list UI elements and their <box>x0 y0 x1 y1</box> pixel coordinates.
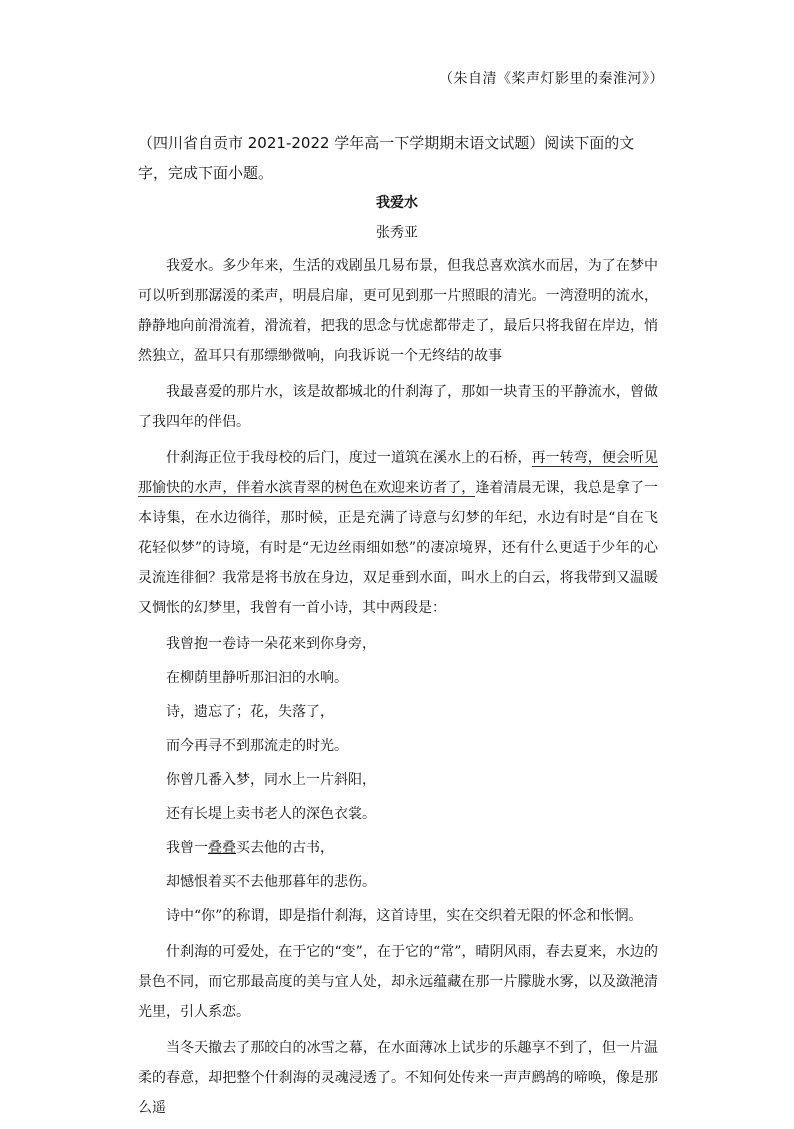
paragraph-5: 什刹海的可爱处，在于它的“变”，在于它的“常”，晴阴风雨，春去夏来，水边的景色不同，而它那最高度的美与宜人处，却永远蕴藏在那一片朦胧水雾，以及潋滟清光里，引人系恋。 <box>138 944 658 1020</box>
paragraph-2: 我最喜爱的那片水，该是故都城北的什刹海了，那如一块青玉的平静流水，曾做了我四年的伴侣。 <box>138 384 658 430</box>
poem-line-7-start: 我曾一 <box>166 840 208 856</box>
article-author: 张秀亚 <box>376 225 418 241</box>
paragraph-3-start: 什刹海正位于我母校的后门，度过一道筑在溪水上的石桥， <box>166 450 532 466</box>
paragraph-6: 当冬天撤去了那皎白的冰雪之幕，在水面薄冰上试步的乐趣享不到了，但一片温柔的春意，却把整个什刹海的灵魂浸透了。不知何处传来一声声鹧鸪的啼唤，像是那么遥 <box>138 1040 658 1116</box>
poem-line-3: 诗，遗忘了；花，失落了， <box>166 704 334 720</box>
poem-line-6: 还有长堤上卖书老人的深色衣裳。 <box>166 806 376 822</box>
poem-line-5: 你曾几番入梦，同水上一片斜阳， <box>166 772 376 788</box>
underlined-sentence: 再一转弯，便会听见那愉快的水声，伴着水滨青翠的树色在欢迎来访者了， <box>138 450 659 496</box>
poem-line-7 <box>138 833 658 863</box>
poem-line-8: 却憾恨着买不去他那暮年的悲伤。 <box>166 874 376 890</box>
underlined-word: 叠叠 <box>208 840 236 856</box>
paragraph-4: 诗中“你”的称谓，即是指什刹海，这首诗里，实在交织着无限的怀念和怅惘。 <box>166 908 643 924</box>
poem-line-4: 而今再寻不到那流走的时光。 <box>166 738 348 754</box>
poem-line-7-end: 买去他的古书， <box>236 840 334 856</box>
article-body <box>138 251 658 1129</box>
paragraph-3-rest: 逢着清晨无课，我总是拿了一本诗集，在水边徜徉，那时候，正是充满了诗意与幻梦的年纪，水边有时是“自在飞花轻似梦”的诗境，有时是“无边丝雨细如愁”的凄凉境界，还有什么更适于少年的心灵流连徘徊？我常是将书放在身边，双足垂到水面，叫水上的白云，将我带到又温暖又惆怅的幻梦里，我曾有一首小诗，其中两段是： <box>138 480 659 616</box>
question-intro: （四川省自贡市 2021-2022 学年高一下学期期末语文试题）阅读下面的文字，完成下面小题。 <box>138 134 635 182</box>
source-citation: （朱自清《桨声灯影里的秦淮河》） <box>439 71 664 87</box>
article-title: 我爱水 <box>376 195 418 211</box>
paragraph-3 <box>138 443 658 623</box>
poem-line-1: 我曾抱一卷诗一朵花来到你身旁， <box>166 636 376 652</box>
paragraph-1: 我爱水。多少年来，生活的戏剧虽几易布景，但我总喜欢滨水而居，为了在梦中可以听到那潺湲的柔声，明晨启扉，更可见到那一片照眼的清光。一湾澄明的流水，静静地向前滑流着，滑流着，把我的思念与忧虑都带走了，最后只将我留在岸边，悄然独立，盈耳只有那缥缈微响，向我诉说一个无终结的故事 <box>138 258 658 364</box>
poem-line-2: 在柳荫里静听那汩汩的水响。 <box>166 670 348 686</box>
